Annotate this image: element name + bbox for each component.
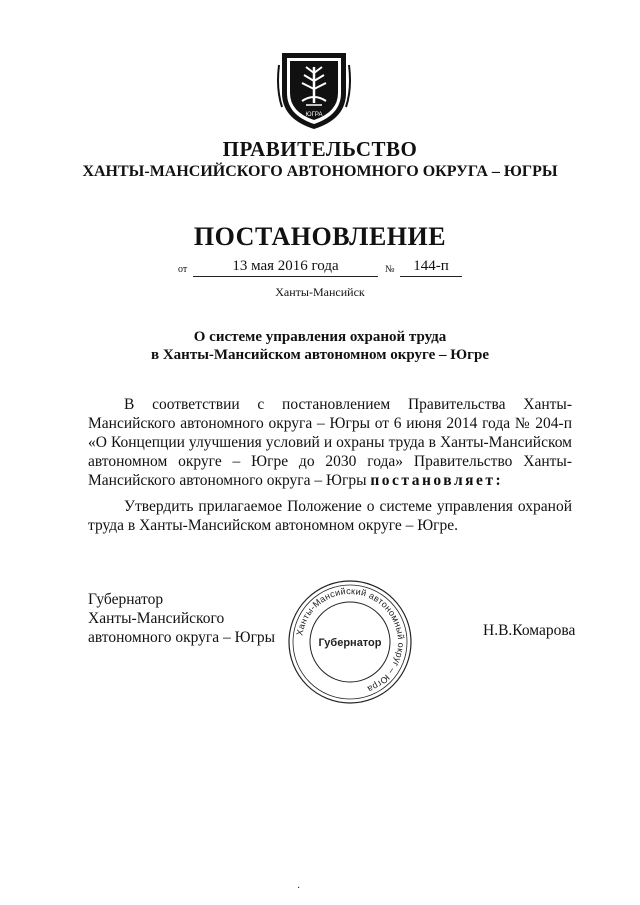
signature-title-line1: Губернатор <box>88 591 164 608</box>
body-paragraph-1 <box>88 395 572 490</box>
number-underline <box>400 276 462 277</box>
date-underline <box>193 276 378 277</box>
body-paragraph-1-text: В соответствии с постановлением Правительства Ханты-Мансийского автономного округа – Югры от 6 июня 2014 года № 204-п «О Концепции улучшения условий и охраны труда в Ханты-Мансийском автономном округе – Югре до 2030 года» Правительство Ханты-Мансийского автономного округа – Югры <box>88 396 572 489</box>
page-mark: · <box>297 883 301 894</box>
subject-line2: в Ханты-Мансийском автономном округе – Югре <box>151 347 489 363</box>
official-stamp <box>285 578 415 706</box>
emblem-label: ЮГРА <box>305 112 323 118</box>
emblem-icon <box>276 45 352 131</box>
stamp-center-text: Губернатор <box>318 637 382 649</box>
org-title-line2: ХАНТЫ-МАНСИЙСКОГО АВТОНОМНОГО ОКРУГА – ЮГРЫ <box>82 163 558 180</box>
body-paragraph-2: Утвердить прилагаемое Положение о системе управления охраной труда в Ханты-Мансийском автономном округе – Югре. <box>88 498 572 534</box>
document-place: Ханты-Мансийск <box>275 285 365 299</box>
number-prefix: № <box>385 264 395 275</box>
signatory-name: Н.В.Комарова <box>483 622 576 639</box>
stamp-ring-text: Ханты-Мансийский автономный округ – Югра <box>294 585 407 695</box>
document-date: 13 мая 2016 года <box>232 258 339 274</box>
date-prefix: от <box>178 264 188 275</box>
subject-line1: О системе управления охраной труда <box>193 329 447 345</box>
signature-title-line3: автономного округа – Югры <box>88 629 276 646</box>
document-number: 144-п <box>413 258 449 274</box>
signature-title-line2: Ханты-Мансийского <box>88 610 225 627</box>
org-title-line1: ПРАВИТЕЛЬСТВО <box>222 137 418 161</box>
document-type: ПОСТАНОВЛЕНИЕ <box>193 222 447 251</box>
decree-verb: постановляет: <box>370 472 504 489</box>
